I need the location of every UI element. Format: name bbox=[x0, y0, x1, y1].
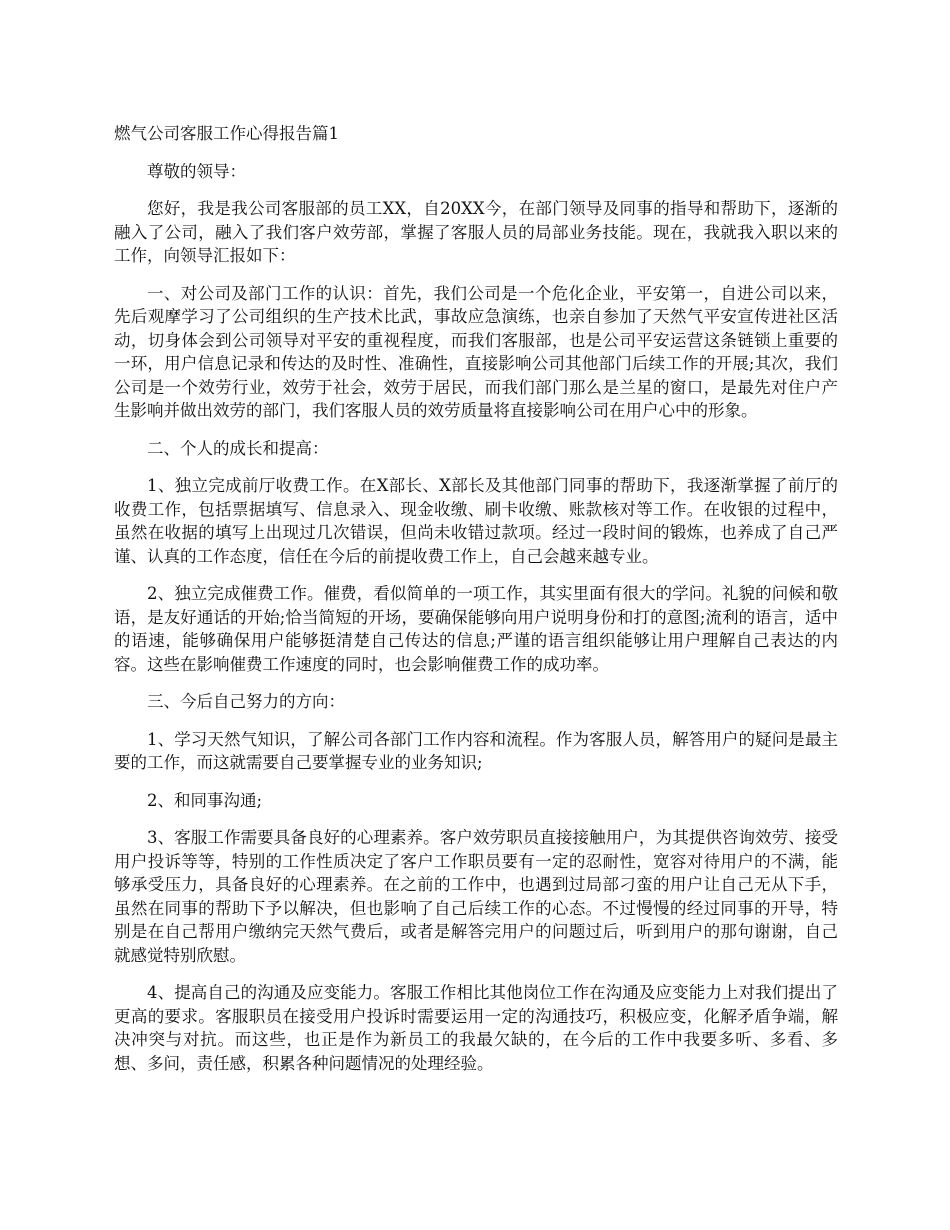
document-title: 燃气公司客服工作心得报告篇1 bbox=[114, 124, 339, 143]
heading-section-2: 二、个人的成长和提高： bbox=[147, 438, 329, 458]
paragraph-2-2: 2、独立完成催费工作。催费，看似简单的一项工作，其实里面有很大的学问。礼貌的问候和敬语，是友好通话的开始;恰当简短的开场，要确保能够向用户说明身份和打的意图;流利的语言，适中的语速，能够确保用户能够挺清楚自己传达的信息;严谨的语言组织能够让用户理解自己表达的内容。这些在影响催费工作速度的同时，也会影响催费工作的成功率。 bbox=[114, 584, 838, 674]
heading-section-3: 三、今后自己努力的方向： bbox=[147, 692, 345, 711]
paragraph-3-4: 4、提高自己的沟通及应变能力。客服工作相比其他岗位工作在沟通及应变能力上对我们提出了更高的要求。客服职员在接受用户投诉时需要运用一定的沟通技巧，积极应变，化解矛盾争端，解决冲突与对抗。而这些，也正是作为新员工的我最欠缺的，在今后的工作中我要多听、多看、多想、多问，责任感，积累各种问题情况的处理经验。 bbox=[114, 983, 838, 1073]
paragraph-3-3: 3、客服工作需要具备良好的心理素养。客户效劳职员直接接触用户，为其提供咨询效劳、接受用户投诉等等，特别的工作性质决定了客户工作职员要有一定的忍耐性，宽容对待用户的不满，能够承受压力，具备良好的心理素养。在之前的工作中，也遇到过局部刁蛮的用户让自己无从下手，虽然在同事的帮助下予以解决，但也影响了自己后续工作的心态。不过慢慢的经过同事的开导，特别是在自己帮用户缴纳完天然气费后，或者是解答完用户的问题过后，听到用户的那句谢谢，自己就感觉特别欣慰。 bbox=[114, 828, 838, 965]
paragraph-3-1: 1、学习天然气知识，了解公司各部门工作内容和流程。作为客服人员，解答用户的疑问是最主要的工作，而这就需要自己要掌握专业的业务知识; bbox=[114, 729, 838, 772]
document-body bbox=[114, 122, 838, 1089]
paragraph-3-2: 2、和同事沟通; bbox=[147, 790, 263, 810]
paragraph-section-1: 一、对公司及部门工作的认识：首先，我们公司是一个危化企业，平安第一，自进公司以来，先后观摩学习了公司组织的生产技术比武，事故应急演练，也亲自参加了天然气平安宣传进社区活动，切身体会到公司领导对平安的重视程度，而我们客服部，也是公司平安运营这条链锁上重要的一环，用户信息记录和传达的及时性、准确性，直接影响公司其他部门后续工作的开展;其次，我们公司是一个效劳行业，效劳于社会，效劳于居民，而我们部门那么是兰星的窗口，是最先对住户产生影响并做出效劳的部门，我们客服人员的效劳质量将直接影响公司在用户心中的形象。 bbox=[114, 283, 838, 420]
salutation: 尊敬的领导： bbox=[147, 161, 246, 181]
paragraph-intro: 您好，我是我公司客服部的员工XX，自20XX今，在部门领导及同事的指导和帮助下，逐渐的融入了公司，融入了我们客户效劳部，掌握了客服人员的局部业务技能。现在，我就我入职以来的工作，向领导汇报如下： bbox=[114, 199, 838, 265]
paragraph-2-1: 1、独立完成前厅收费工作。在X部长、X部长及其他部门同事的帮助下，我逐渐掌握了前厅的收费工作，包括票据填写、信息录入、现金收缴、刷卡收缴、账款核对等工作。在收银的过程中，虽然在收据的填写上出现过几次错误，但尚未收错过款项。经过一段时间的锻炼，也养成了自己严谨、认真的工作态度，信任在今后的前提收费工作上，自己会越来越专业。 bbox=[114, 476, 838, 566]
